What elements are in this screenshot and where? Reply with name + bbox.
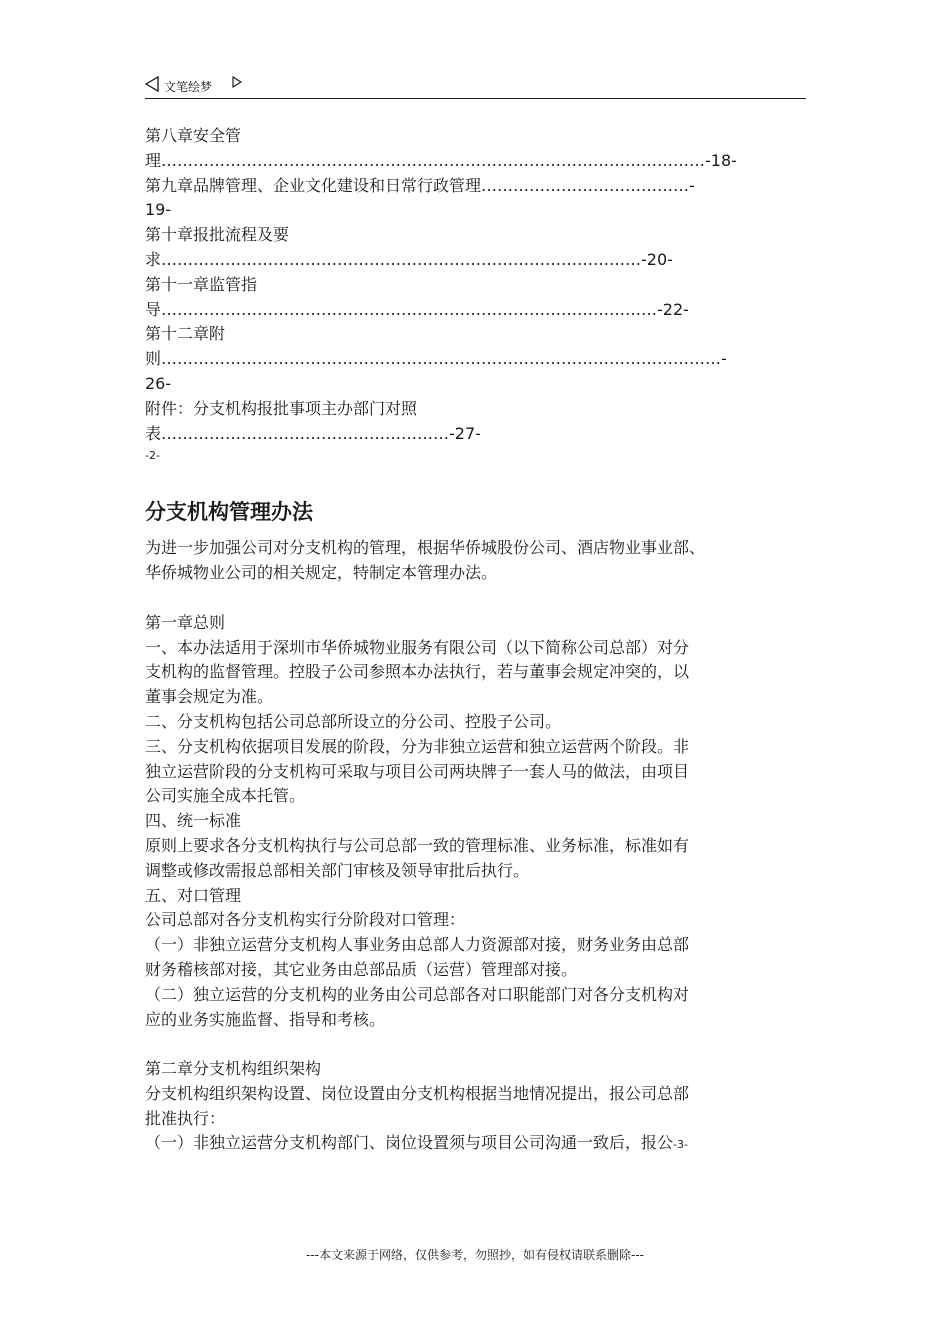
- text-line: 一、本办法适用于深圳市华侨城物业服务有限公司（以下简称公司总部）对分: [145, 637, 690, 657]
- toc-page: -: [721, 349, 727, 369]
- chapter-2: [145, 1057, 810, 1158]
- text-line: 华侨城物业公司的相关规定，特制定本管理办法。: [145, 563, 498, 583]
- right-triangle-icon: [232, 76, 242, 88]
- text-line: 财务稽核部对接，其它业务由总部品质（运营）管理部对接。: [145, 959, 578, 979]
- text-line: 三、分支机构依据项目发展的阶段，分为非独立运营和独立运营两个阶段。非: [145, 736, 690, 756]
- chapter-1: [145, 611, 810, 1033]
- toc-entry[interactable]: [145, 273, 810, 323]
- toc-title: 第十一章监管指: [145, 274, 258, 294]
- text-line: （二）独立运营的分支机构的业务由公司总部各对口职能部门对各分支机构对: [145, 984, 690, 1004]
- toc-leader: 理…………………………………………………………………………………………: [145, 150, 705, 170]
- toc-page: -27-: [449, 423, 481, 443]
- toc-leader: 表………………………………………………: [145, 423, 450, 443]
- toc-leader: 求………………………………………………………………………………: [145, 249, 642, 269]
- toc-title: 第十二章附: [145, 324, 226, 344]
- footer-disclaimer: ---本文来源于网络，仅供参考，勿照抄，如有侵权请联系删除---: [306, 1248, 644, 1262]
- page-marker: -2-: [145, 449, 160, 463]
- toc-title: 附件：分支机构报批事项主办部门对照: [145, 398, 418, 418]
- toc-entry[interactable]: [145, 223, 810, 273]
- toc-title: 第八章安全管: [145, 126, 242, 145]
- toc-page: -18-: [705, 150, 737, 170]
- text-line: 分支机构组织架构设置、岗位设置由分支机构根据当地情况提出，报公司总部: [145, 1083, 690, 1103]
- text-line: （一）非独立运营分支机构部门、岗位设置须与项目公司沟通一致后，报公: [145, 1133, 674, 1153]
- chapter-heading: 第二章分支机构组织架构: [145, 1059, 322, 1079]
- toc-title: 第九章品牌管理、企业文化建设和日常行政管理…………………………………: [145, 175, 690, 195]
- toc-leader: 则……………………………………………………………………………………………: [145, 349, 721, 369]
- toc-entry[interactable]: [145, 174, 810, 224]
- intro-paragraph: [145, 536, 810, 586]
- text-line: 批准执行：: [145, 1108, 226, 1128]
- text-line: 董事会规定为准。: [145, 687, 274, 707]
- text-line: 独立运营阶段的分支机构可采取与项目公司两块牌子一套人马的做法，由项目: [145, 761, 690, 781]
- toc-page: 26-: [145, 373, 172, 393]
- toc-title: 第十章报批流程及要: [145, 225, 290, 245]
- toc-page: -22-: [657, 299, 689, 319]
- chapter-heading: 第一章总则: [145, 612, 226, 632]
- page-header: [145, 74, 806, 99]
- document-title: 分支机构管理办法: [145, 500, 313, 525]
- toc-entry[interactable]: [145, 124, 810, 174]
- toc-page: -20-: [641, 249, 673, 269]
- toc-page: 19-: [145, 200, 172, 220]
- document-body: [145, 124, 810, 1158]
- text-line: 应的业务实施监督、指导和考核。: [145, 1009, 386, 1029]
- text-line: 公司总部对各分支机构实行分阶段对口管理：: [145, 910, 466, 930]
- text-line: 公司实施全成本托管。: [145, 786, 306, 806]
- page-marker: -3-: [673, 1138, 688, 1152]
- text-line: 为进一步加强公司对分支机构的管理，根据华侨城股份公司、酒店物业事业部、: [145, 538, 706, 558]
- toc-page: -: [689, 175, 695, 195]
- toc-entry[interactable]: [145, 322, 810, 396]
- text-line: 四、统一标准: [145, 811, 242, 831]
- text-line: （一）非独立运营分支机构人事业务由总部人力资源部对接，财务业务由总部: [145, 935, 690, 955]
- text-line: 原则上要求各分支机构执行与公司总部一致的管理标准、业务标准，标准如有: [145, 835, 690, 855]
- text-line: 支机构的监督管理。控股子公司参照本办法执行，若与董事会规定冲突的，以: [145, 662, 690, 682]
- text-line: 五、对口管理: [145, 885, 242, 905]
- toc-leader: 导…………………………………………………………………………………: [145, 299, 657, 319]
- left-triangle-icon: [145, 76, 159, 92]
- toc-entry[interactable]: [145, 397, 810, 447]
- header-brand: 文笔绘梦: [164, 80, 213, 94]
- text-line: 调整或修改需报总部相关部门审核及领导审批后执行。: [145, 860, 530, 880]
- text-line: 二、分支机构包括公司总部所设立的分公司、控股子公司。: [145, 711, 562, 731]
